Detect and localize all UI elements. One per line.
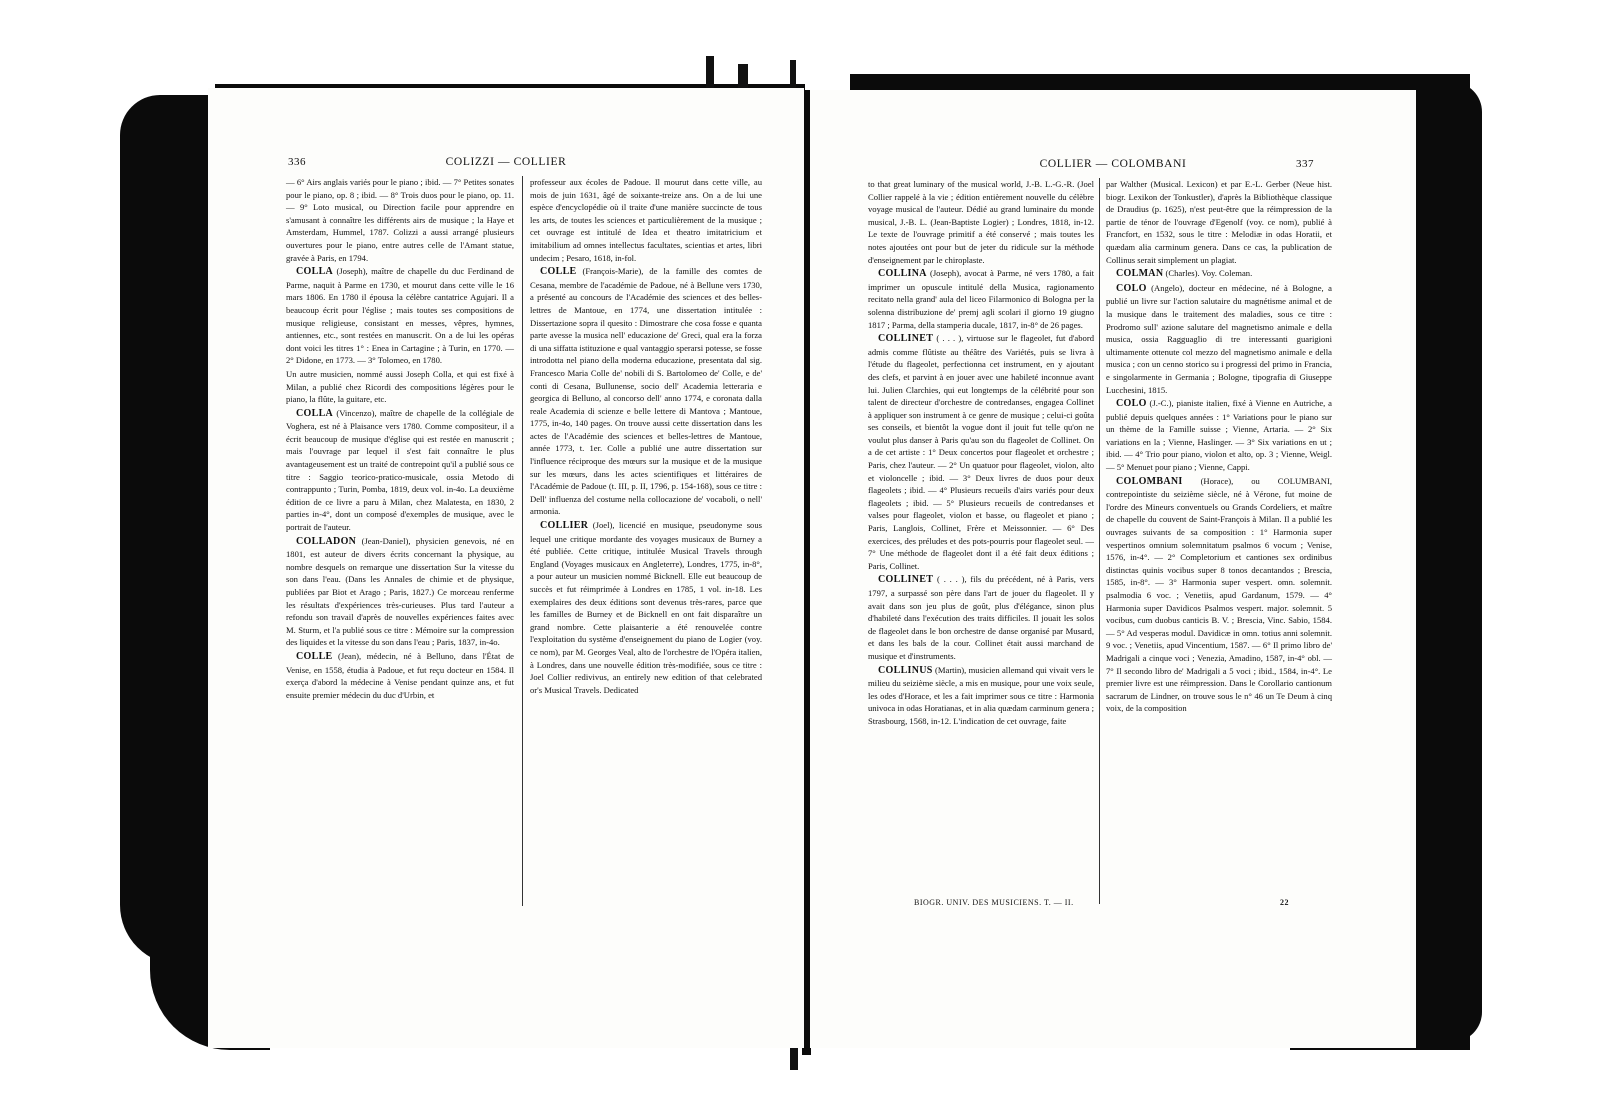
entry-continuation [286, 176, 514, 264]
right-column-2 [1106, 178, 1332, 716]
left-running-title: COLIZZI — COLLIER [445, 156, 567, 168]
entry-text: to that great luminary of the musical world, J.-B. L.-G.-R. (Joel Collier rappelé à la vie ; édition entièrement nouvelle du célèbre voyage musical de l'auteur. Dédié au grand luminaire du monde musical, J.-B. L. (Jean-Baptiste Logier) ; Londres, 1818, in-12. Le texte de l'ouvrage primitif a été conservé ; mais toutes les notes ajoutées ont pour but de jeter du ridicule sur la méthode d'enseignement par le chiroplaste. [868, 179, 1094, 265]
entry-headword: COLO [1116, 282, 1147, 294]
entry-text: Un autre musicien, nommé aussi Joseph Colla, et qui est fixé à Milan, a publié chez Ricordi des compositions légères pour le piano, la flûte, la guitare, etc. [286, 368, 514, 405]
right-column-1 [868, 178, 1094, 729]
entry-headword: COLOMBANI [1116, 475, 1183, 487]
entry-headword: COLLIER [540, 520, 589, 532]
right-page [810, 90, 1416, 1048]
dictionary-entry [1106, 397, 1332, 474]
dictionary-entry [530, 519, 762, 696]
right-column-rule [1099, 178, 1100, 904]
entry-text: (J.-C.), pianiste italien, fixé à Vienne en Autriche, a publié depuis quelques années : 1° Variations pour le piano sur un thème de la Famille suisse ; Vienne, Artaria. — 2° Six variations en la ; Vienne, Haslinger. — 3° Six variations en ut ; ibid. — 4° Trio pour piano, violon et alto, op. 3 ; Vienne, Weigl. — 5° Menuet pour piano ; Vienne, Cappi. [1106, 398, 1332, 473]
footer-signature: BIOGR. UNIV. DES MUSICIENS. T. — II. [914, 898, 1074, 907]
right-running-title: COLLIER — COLOMBANI [1039, 158, 1187, 170]
dictionary-entry [868, 573, 1094, 662]
left-page [208, 88, 804, 1048]
dictionary-entry [868, 267, 1094, 331]
entry-headword: COLLINA [878, 268, 927, 280]
entry-headword: COLLE [296, 650, 333, 662]
entry-text: (Martin), musicien allemand qui vivait vers le milieu du seizième siècle, a mis en musique, pour une voix seule, les odes d'Horace, et les a fait imprimer sous ce titre : Harmonia univoca in odas Horatianas, et in alia quædam carminum genera ; Strasbourg, 1568, in-12. L'indication de cet ouvrage, faite [868, 664, 1094, 726]
left-column-1 [286, 176, 514, 702]
entry-text: (François-Marie), de la famille des comtes de Cesana, membre de l'académie de Padoue, né à Bellune vers 1730, a présenté au concours de l'Académie des sciences et des belles-lettres de Mantoue, en 1774, une dissertation intitulée : Dissertazione sopra il quesito : Dimostrare che cosa fosse e quanta parte avesse la musica nell' educazione de' Greci, qual era la forza di una siffatta istituzione e qual vantaggio sperarsi potesse, se fosse introdotta nel piano della moderna educazione, presentata dal sig. Francesco Maria Colle de' nobili di S. Bartolomeo de' Colle, e de' conti di Cesana, Bullunense, socio dell' Academia letteraria e georgica di Belluno, al concorso dell' anno 1774, e coronata dalla reale Academia di scienze e belle lettere di Mantova ; Mantoue, 1775, in-4o, 140 pages. On trouve aussi cette dissertation dans les actes de l'Académie des sciences et belles-lettres de Mantoue, année 1773, t. 1er. Colle a publié une autre dissertation sur l'influence réciproque des mœurs sur la musique et de la musique sur les mœurs, dans les actes scientifiques et littéraires de l'Académie de Padoue (t. III, p. II, 1796, p. 154-168), sous ce titre : Dell' influenza del costume nella collocazione de' vocaboli, o nell' armonia. [530, 266, 762, 517]
entry-text: (Vincenzo), maître de chapelle de la collégiale de Voghera, est né à Plaisance vers 1780. Comme compositeur, il a écrit beaucoup de musique d'église qui est restée en manuscrit ; mais l'ouvrage par lequel il s'est fait connaître le plus avantageusement est un traité de contrepoint qu'il a publié sous ce titre : Saggio teorico-pratico-musicale, ossia Metodo di contrappunto ; Turin, Pomba, 1819, deux vol. in-4o. La deuxième édition de ce livre a paru à Milan, chez Malatesta, en 1830, 2 parties in-4°, dont un composé d'exemples de musique, avec le portrait de l'auteur. [286, 407, 514, 533]
left-column-2 [530, 176, 762, 697]
entry-text: par Walther (Musical. Lexicon) et par E.-L. Gerber (Neue hist. biogr. Lexikon der Tonkustler), d'après la Bibliothèque classique de Draudius (p. 1625), n'est peut-être que la réimpression de la partie de ténor de l'ouvrage d'Egenolf (voy. ce nom), publié à Francfort, en 1532, sous le titre : Melodiæ in odas Horatii, et quædam alia carminum genera. Dans ce cas, la publication de Collinus serait simplement un plagiat. [1106, 179, 1332, 265]
entry-continuation [286, 368, 514, 406]
book-edge-right [1410, 82, 1482, 1042]
entry-text: ( . . . ), fils du précédent, né à Paris, vers 1797, a surpassé son père dans l'art de jouer du flageolet. Il y avait dans son jeu plus de goût, plus d'élégance, sinon plus d'habileté dans l'exécution des traits difficiles. Il jouait les solos de flageolet dans le bon orchestre de danse organisé par Musard, et dans les bals de la cour. Collinet était aussi marchand de musique et d'instruments. [868, 574, 1094, 661]
entry-headword: COLLINET [878, 574, 934, 586]
entry-text: (Jean), médecin, né à Belluno, dans l'État de Venise, en 1558, étudia à Padoue, et fut reçu docteur en 1584. Il exerça d'abord la médecine à Venise pendant quinze ans, et fut ensuite premier médecin du duc d'Urbin, et [286, 650, 514, 700]
left-page-number: 336 [288, 156, 306, 168]
entry-text: (Angelo), docteur en médecine, né à Bologne, a publié un livre sur l'action salutaire du magnétisme animal et de la musique dans le traitement des maladies, sous ce titre : Prodromo sull' azione salutare del magnetismo animale e della musica, ossia Ragguaglio di tre interessanti guarigioni ultimamente ottenute col mezzo del magnetismo animale e della musica ; con un cenno storico su i progressi del primo in Francia, e singolarmente in Germania ; Bologne, tipografia di Giuseppe Lucchesini, 1815. [1106, 282, 1332, 395]
dictionary-entry [286, 407, 514, 534]
entry-text: (Joseph), avocat à Parme, né vers 1780, a fait imprimer un opuscule intitulé della Musica, ragionamento recitato nella grand' aula del liceo Filarmonico di Bologna per la solenna distribuzione de' premj agli scolari il giorno 19 giugno 1817 ; Parma, della stamperia ducale, 1817, in-8° de 26 pages. [868, 268, 1094, 330]
left-column-rule [522, 176, 523, 906]
scan-mark-3 [790, 60, 796, 90]
dictionary-entry [1106, 267, 1332, 281]
entry-text: (Charles). Voy. Coleman. [1163, 268, 1253, 279]
dictionary-entry [286, 650, 514, 701]
scan-mark-2 [738, 64, 748, 90]
entry-headword: COLLINET [878, 333, 934, 345]
entry-text: (Joseph), maître de chapelle du duc Ferdinand de Parme, naquit à Parme en 1730, et mourut dans cette ville le 16 mars 1806. En 1780 il épousa la célèbre cantatrice Agujari. Il a beaucoup écrit pour l'église ; mais toutes ses compositions de musique religieuse, consistant en messes, vêpres, hymnes, antiennes, etc., sont restées en manuscrit. On a de lui les opéras dont voici les titres 1° : Enea in Cartagine ; à Turin, en 1770. — 2° Didone, en 1773. — 3° Tolomeo, en 1780. [286, 266, 514, 366]
entry-headword: COLLADON [296, 535, 357, 547]
book-edge-left [120, 95, 216, 965]
dictionary-entry [868, 664, 1094, 728]
entry-text: (Horace), ou COLUMBANI, contrepointiste du seizième siècle, né à Vérone, fut moine de l'ordre des Mineurs conventuels ou Grands Cordeliers, et maître de chapelle du couvent de Saint-François à Milan. Il a publié les ouvrages suivants de sa composition : 1° Harmonia super vespertinos omnium solemnitatum psalmos 6 vocum ; Venise, 1576, in-4°. — 2° Completorium et cantiones sex ordinibus distinctas quinis vocibus super 8 tonos decantandos ; Brescia, 1585, in-8°. — 3° Harmonia super vespert. omn. solemnit. psalmodia 6 voc. ; Venetiis, apud Gardanum, 1579. — 4° Harmonia super Davidicos Psalmos vespert. major. solemnit. 5 vocibus, cum duobus canticis B. V. ; Brescia, Vinc. Sabio, 1584. — 5° Ad vesperas modul. Davidicæ in omn. totius anni solemnit. 9 voc. ; Venetiis, apud Vincentium, 1587. — 6° Il primo libro de' Madrigali a cinque voci ; Venezia, Amadino, 1587, in-4° obl. — 7° Il secondo libro de' Madrigali a 5 voci ; ibid., 1584, in-4°. Le premier livre est une réimpression. Dans le Corollario cantionum sacrarum de Lindner, on trouve sous le n° 46 un Te Deum à cinq voix, de la composition [1106, 475, 1332, 714]
dictionary-entry [530, 265, 762, 518]
entry-headword: COLLE [540, 266, 577, 278]
left-running-head [208, 156, 804, 172]
entry-text: (Jean-Daniel), physicien genevois, né en 1801, est auteur de divers écrits concernant la physique, au nombre desquels on remarque une dissertation Sur la vitesse du son dans l'eau. (Dans les Annales de chimie et de physique, publiées par Biot et Arago ; Paris, 1827.) Ce morceau renferme les résultats d'expériences très-curieuses. Plus tard l'auteur a refondu son travail d'après de nouvelles expériences faites avec M. Sturm, et l'a publié sous ce titre : Mémoire sur la compression des liquides et la vitesse du son dans l'eau ; Paris, 1837, in-4o. [286, 535, 514, 648]
entry-headword: COLLA [296, 266, 334, 278]
entry-text: ( . . . ), virtuose sur le flageolet, fut d'abord admis comme flûtiste au théâtre des Variétés, puis se livra à l'étude du flageolet, perfectionna cet instrument, en y ajoutant des clefs, et parvint à en jouer avec une habileté inconnue avant lui. Julien Clarchies, qui eut longtemps de la célébrité pour son talent de directeur d'orchestre de contredanses, engagea Collinet à appliquer son instrument à ce genre de musique ; celui-ci goûta ses conseils, et bientôt la vogue dont il jouit fut telle qu'on ne voulut plus danser à Paris qu'au son du flageolet de Collinet. On a de cet artiste : 1° Deux concertos pour flageolet et orchestre ; Paris, chez l'auteur. — 2° Un quatuor pour flageolet, violon, alto et violoncelle ; ibid. — 3° Deux livres de duos pour deux flageolets ; ibid. — 4° Plusieurs recueils d'airs variés pour deux flageolets ; ibid. — 5° Plusieurs recueils de contredanses et valses pour flageolet, violon et basse, ou flageolet et piano ; Paris, Langlois, Collinet, Frère et Meissonnier. — 6° Des exercices, des préludes et des pots-pourris pour flageolet seul. — 7° Une méthode de flageolet dont il a été fait deux éditions ; Paris, Collinet. [868, 333, 1094, 571]
entry-headword: COLO [1116, 398, 1147, 410]
entry-continuation [868, 178, 1094, 266]
entry-headword: COLLA [296, 407, 334, 419]
scan-mark-1 [706, 56, 714, 90]
dictionary-entry [1106, 282, 1332, 396]
entry-continuation [530, 176, 762, 264]
right-page-number: 337 [1296, 158, 1314, 170]
entry-continuation [1106, 178, 1332, 266]
entry-text: professeur aux écoles de Padoue. Il mourut dans cette ville, au mois de juin 1631, âgé de soixante-treize ans. On a de lui une espèce d'encyclopédie où il traite d'une manière succincte de tous les arts, de toutes les sciences et particulièrement de la musique ; cet ouvrage est intitulé de Idea et theatro imitatricium et imitabilium ad omnes intellectus facultates, scientias et artes, libri undecim ; Pesaro, 1618, in-fol. [530, 177, 762, 263]
entry-text: (Joel), licencié en musique, pseudonyme sous lequel une critique mordante des voyages musicaux de Burney a été publiée. Cette critique, intitulée Musical Travels through England (Voyages musicaux en Angleterre), Londres, 1775, in-8°, a pour auteur un musicien nommé Bicknell. Elle eut beaucoup de succès et fut réimprimée à Londres en 1785, 1 vol. in-18. Les exemplaires des deux éditions sont devenus très-rares, parce que les familles de Burney et de Bicknell en ont fait disparaître un grand nombre. Cette plaisanterie a été renouvelée contre l'exploitation du système d'enseignement du piano de Logier (voy. ce nom), par M. Georges Veal, alto de l'orchestre de l'Opéra italien, à Londres, dans une nouvelle édition très-modifiée, sous ce titre : Joel Collier redivivus, an entirely new edition of that celebrated or's Musical Travels. Dedicated [530, 520, 762, 695]
dictionary-entry [286, 535, 514, 649]
dictionary-entry [868, 332, 1094, 572]
dictionary-entry [1106, 475, 1332, 715]
entry-headword: COLMAN [1116, 268, 1164, 280]
right-running-head [810, 158, 1416, 174]
footer-sheet-number: 22 [1280, 898, 1289, 907]
entry-headword: COLLINUS [878, 664, 933, 676]
dictionary-entry [286, 265, 514, 367]
entry-text: — 6° Airs anglais variés pour le piano ; ibid. — 7° Petites sonates pour le piano, op. 8 ; ibid. — 8° Trois duos pour le piano, op. 11. — 9° Loto musical, ou Direction facile pour apprendre en s'amusant à connaître les différents airs de musique ; la Haye et Amsterdam, Hummel, 1787. Colizzi a aussi arrangé plusieurs ouvertures pour le piano, entre autres celle de l'Amant statue, gravée à Paris, en 1794. [286, 177, 514, 263]
